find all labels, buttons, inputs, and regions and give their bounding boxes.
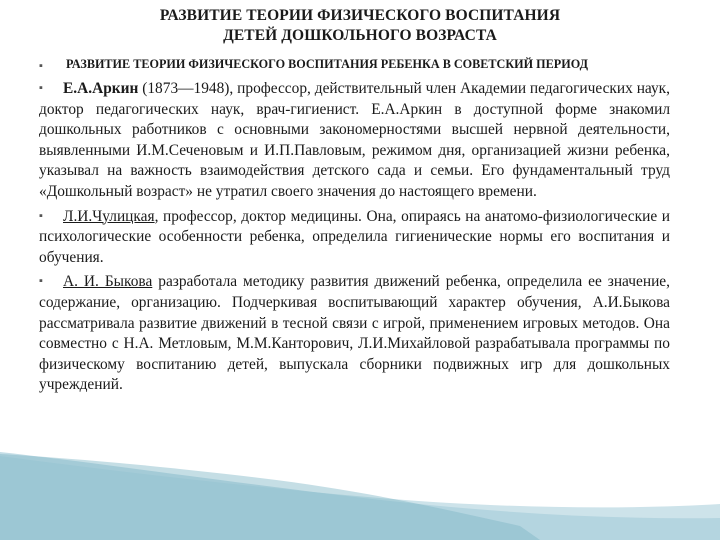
item-text-chulitskaya: , профессор, доктор медицины. Она, опираясь на анатомо-физиологические и психологические особенности ребенка, определила гигиенические нормы его воспитания и обучения.: [39, 207, 670, 266]
bullet-icon: ▪: [39, 275, 43, 288]
footer-wave-graphic: [0, 452, 720, 540]
bullet-icon: ▪: [39, 60, 43, 72]
slide-title-line-1: РАЗВИТИЕ ТЕОРИИ ФИЗИЧЕСКОГО ВОСПИТАНИЯ: [159, 7, 561, 24]
bullet-icon: ▪: [39, 82, 43, 94]
item-text-bykova: разработала методику развития движений ребенка, определила ее значение, содержание, организацию. Подчеркивая воспитывающий характер обучения, А.И.Быкова рассматривала развитие движений в тесной связи с игрой, применением игровых методов. Она совместно с Н.А. Метловым, М.М.Канторович, Л.И.Михайловой разрабатывала программы по физическому воспитанию детей, выпускала сборники подвижных игр для дошкольных учреждений.: [39, 273, 670, 394]
slide-title: [60, 6, 660, 46]
section-subheading: [39, 55, 670, 73]
list-item-chulitskaya: [39, 206, 670, 269]
person-name-arkin: Е.А.Аркин: [63, 80, 139, 97]
section-subheading-text: РАЗВИТИЕ ТЕОРИИ ФИЗИЧЕСКОГО ВОСПИТАНИЯ РЕБЕНКА В СОВЕТСКИЙ ПЕРИОД: [66, 57, 588, 71]
slide-title-line-2: ДЕТЕЙ ДОШКОЛЬНОГО ВОЗРАСТА: [223, 27, 497, 44]
person-name-chulitskaya: Л.И.Чулицкая: [63, 207, 155, 225]
bullet-icon: ▪: [39, 209, 43, 222]
person-name-bykova: А. И. Быкова: [63, 273, 153, 291]
item-text-arkin: (1873—1948), профессор, действительный член Академии педагогических наук, доктор педагогических наук, врач-гигиенист. Е.А.Аркин в доступной форме знакомил дошкольных работников с основными закономерностями высшей нервной деятельности, выявленными И.М.Сеченовым и И.П.Павловым, режимом дня, организацией жизни ребенка, указывал на важность взаимодействия детского сада и семьи. Его фундаментальный труд «Дошкольный возраст» не утратил своего значения до настоящего времени.: [39, 80, 670, 200]
slide-body: [39, 55, 670, 399]
list-item-arkin: [39, 78, 670, 203]
list-item-bykova: [39, 271, 670, 396]
footer-wave-dark: [0, 454, 540, 540]
footer-decoration: [0, 452, 720, 540]
